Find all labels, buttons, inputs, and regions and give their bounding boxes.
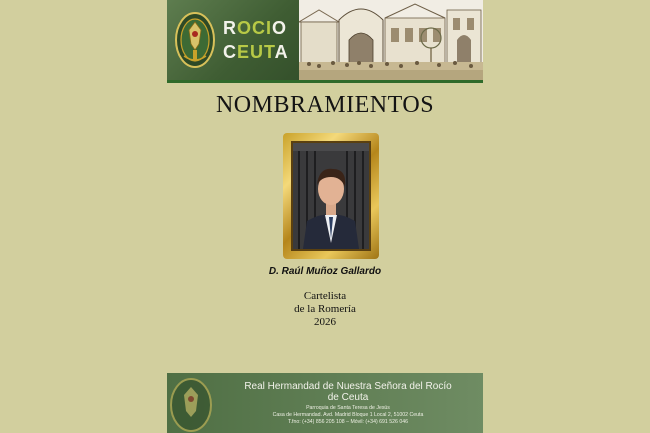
header-divider — [167, 80, 483, 83]
phone-text: T.fno: (+34) 856 205 108 – Móvil: (+34) 691 526 046 — [288, 419, 408, 425]
frame-inner — [291, 141, 371, 251]
church-sketch-illustration — [299, 0, 483, 82]
brand-panel — [167, 0, 299, 82]
brand-wordmark — [223, 16, 289, 64]
brand-line-rocio: ROCIO — [223, 18, 288, 38]
newsletter-page — [167, 0, 483, 433]
role-line: de la Romería — [294, 303, 356, 315]
appointee-name: D. Raúl Muñoz Gallardo — [268, 266, 382, 277]
parish-text: Parroquia de Santa Teresa de Jesús — [306, 405, 390, 411]
contact-info — [215, 405, 481, 426]
header-banner — [167, 0, 483, 82]
portrait-photo — [293, 143, 369, 249]
appointment-role — [167, 290, 483, 329]
coat-of-arms-icon — [174, 10, 216, 70]
role-year: 2026 — [314, 316, 336, 328]
ornate-gold-frame — [283, 133, 379, 259]
address-text: Casa de Hermandad. Avd. Madrid Bloque 1 Local 2, 51002 Ceuta — [272, 412, 424, 418]
coat-of-arms-icon — [169, 375, 213, 433]
brotherhood-name: Real Hermandad de Nuestra Señora del Rocío de Ceuta — [244, 381, 452, 403]
brand-line-ceuta: CEUTA — [223, 42, 289, 62]
page-title: NOMBRAMIENTOS — [215, 92, 435, 118]
role-line: Cartelista — [303, 290, 347, 302]
footer-banner — [167, 373, 483, 433]
